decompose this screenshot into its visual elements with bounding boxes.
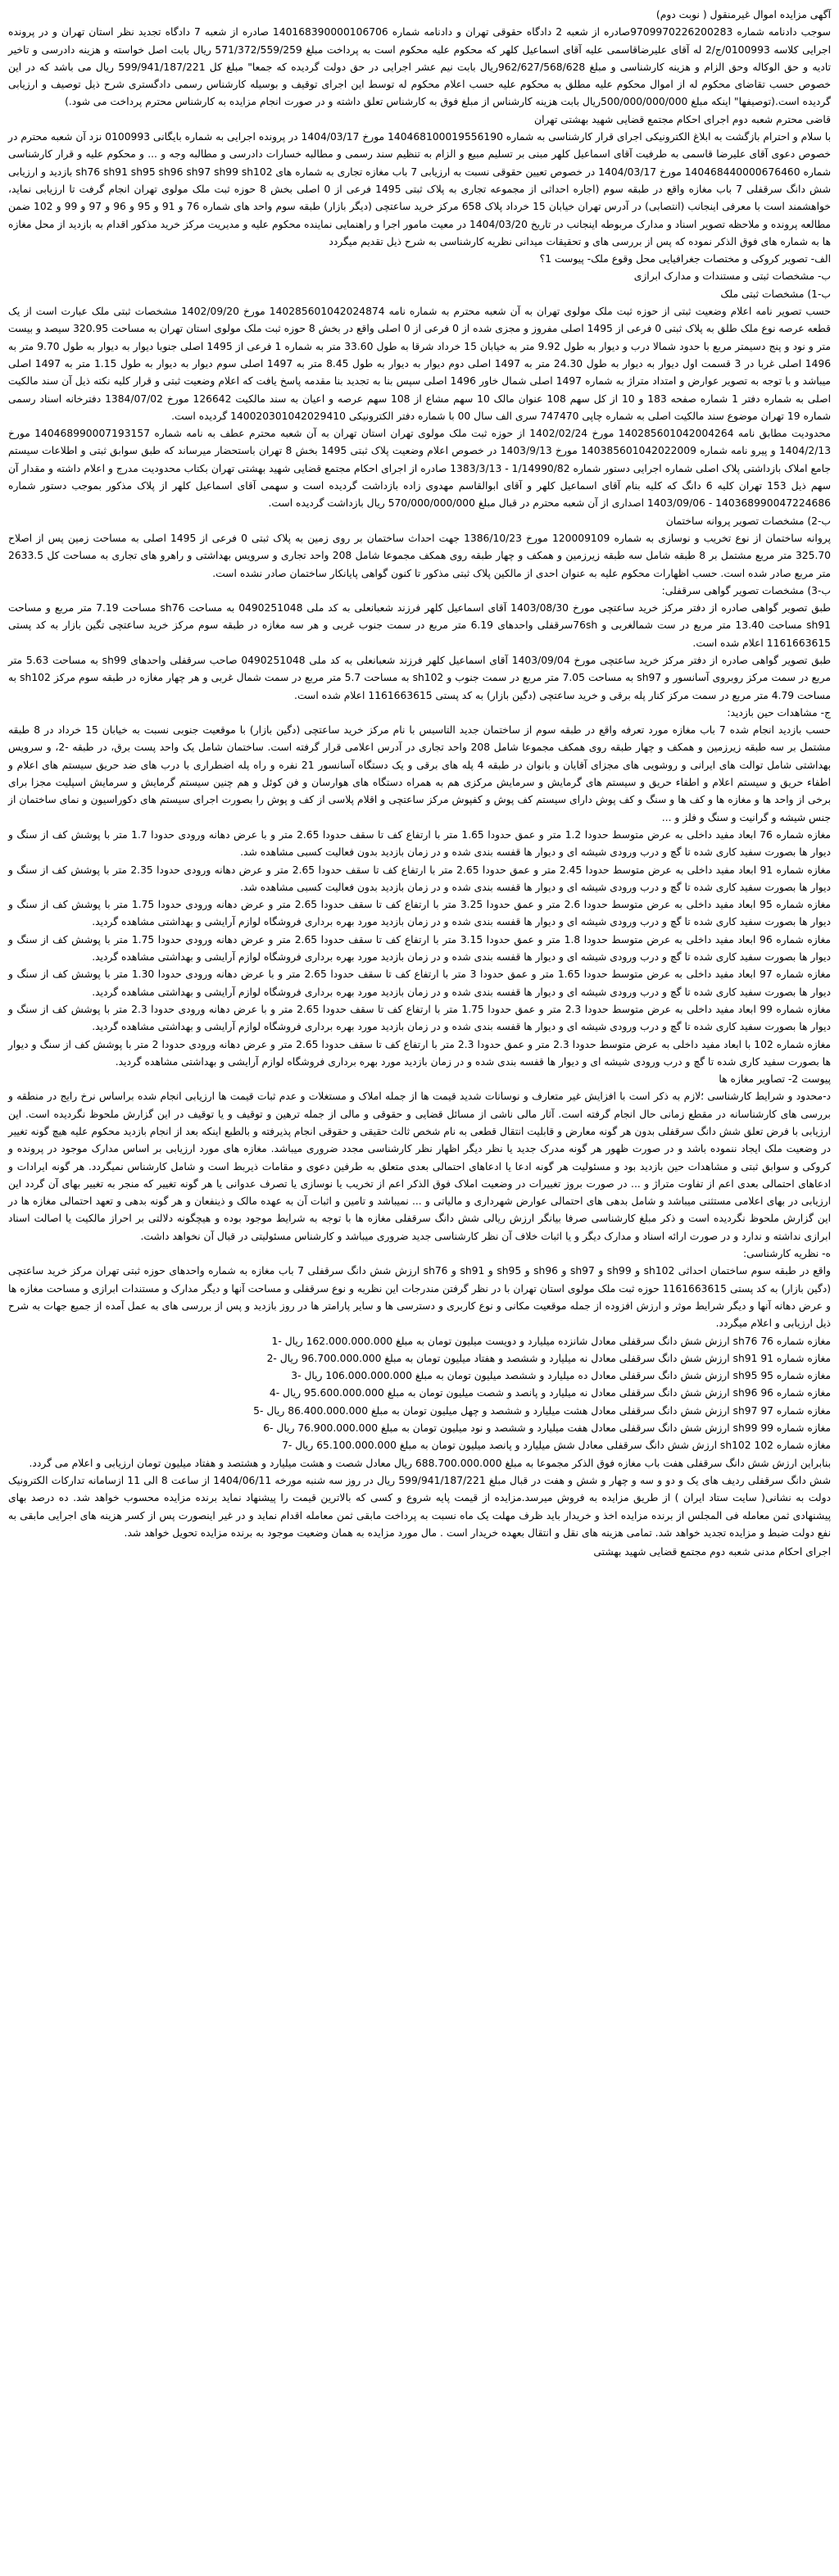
auction-terms: شش دانگ سرقفلی ردیف های یک و دو و سه و چهار و شش و هفت در قبال مبلغ 599/941/187/221 ریال در روز سه شنبه مورخه 1404/06/11 از ساعت 8 الی 11 ازسامانه تدارکات الکترونیک دولت به نشانی( سایت ستاد ایران ) از طریق مزایده به فروش میرسد.مزایده از قیمت پایه شروع و کسی که بالاترین قیمت را پیشنهاد نماید برنده مزایده محسوب خواهد شد. ده درصد بهای پیشنهادی ثمن معامله فی المجلس از برنده مزایده اخذ و خریدار باید ظرف مهلت یک ماه نسبت به پرداخت مابقی ثمن معامله اقدام نماید و در غیر اینصورت پس از کسر هزینه های اجرایی مابقی به نفع دولت ضبط و مزایده تجدید خواهد شد. تمامی هزینه های نقل و انتقال بعهده خریدار است . مال مورد مزایده به همان وضعیت موجود به برنده مزایده تحویل خواهد شد. (8, 1474, 832, 1539)
appendix-photos: پیوست 2- تصاویر مغازه ها (719, 1073, 831, 1086)
section-he-body: واقع در طبقه سوم ساختمان احداثی sh102 و sh99 و sh97 و sh96 و sh95 و sh91 و sh76 ارزش شش دانگ سرقفلی 7 باب مغازه به شماره واحدهای حوزه ثبتی تهران مرکز خرید ساعتچی (دگین بازار) به کد پستی 1161663615 حوزه ثبت ملک مولوی استان تهران با در نظر گرفتن مندرجات این نظریه و نوع سرقفلی و مساحت آنها و دیگر مدارک و مستندات ابرازی و مساحت مغازه ها و عرض دهانه آنها و دیگر شرایط موثر و ارزش افزوده از جمله موقعیت مکانی و نوع کاربری و دسترسی ها و سایر پارامتر ها در روز بازدید و پس از بررسی های به عمل آمده از جمیع جهات به شرح ذیل ارزیابی و اعلام میگردد. (8, 1265, 832, 1330)
section-jim-heading: ج- مشاهدات حین بازدید: (727, 706, 831, 719)
shop-description-96: مغازه شماره 96 ابعاد مفید داخلی به عرض متوسط حدودا 1.8 متر و عمق حدودا 3.15 متر با ارتفاع کف تا سقف حدودا 2.65 متر و عرض دهانه ورودی حدودا 1.75 متر با پوشش کف از سنگ و دیوار ها بصورت سفید کاری شده تا گچ و درب ورودی شیشه ای و دیوار ها قفسه بندی شده و در زمان بازدید مورد بهره برداری فروشگاه لوازم آرایشی و بهداشتی مشاهده گردید. (8, 933, 831, 964)
shop-description-91: مغازه شماره 91 ابعاد مفید داخلی به عرض متوسط حدودا 2.45 متر و عمق حدودا 2.65 متر با ارتفاع کف تا سقف حدودا 2.65 متر و عرض دهانه ورودی حدودا 2.35 متر با پوشش کف از سنگ و دیوار ها بصورت سفید کاری شده تا گچ و درب ورودی شیشه ای و دیوار ها قفسه بندی شده و در زمان بازدید بدون فعالیت کسبی مشاهده شد. (8, 864, 831, 893)
section-b2-heading: ب-2) مشخصات تصویر پروانه ساختمان (665, 515, 831, 527)
section-jim-intro: حسب بازدید انجام شده 7 باب مغازه مورد تعرفه واقع در طبقه سوم از ساختمان جدید التاسیس با نام مرکز خرید ساعتچی (دگین بازار) با موقعیت جنوبی نسبت به خیابان 15 خرداد در 8 طبقه مشتمل بر سه طبقه زیرزمین و همکف و چهار طبقه روی همکف مجموعا شامل 208 واحد تجاری در آدرس اعلامی قرار گرفته است. ساختمان شامل یک واحد پست برق، در طبقه -2، و سرویس بهداشتی شامل توالت های ایرانی و روشویی های مجزای آقایان و بانوان در طبقه 4 پله های برقی و یک دستگاه آسانسور 21 نفره و راه پله اضطراری با درب های ضد حریق سیستم های اعلام و اطفاء حریق و سیستم اعلام و اطفاء حریق و سیستم های گرمایش و سرمایش مرکزی هم به همراه دستگاه های هوارسان و فن کوئل و هم چنین سیستم گرمایش و سرمایش اسپلیت مجزا برای برخی از واحد ها و مغازه ها و کف ها و سنگ و کف پوش دارای سیستم کف پوش و کفپوش مرکز ساعتچی و اقلام پلاسی از کف و پوش را بصورت اجرای سیستم های دکوراسیون و نمای ساختمان از جنس شیشه و گرانیت و سنگ و فلز و ... (8, 724, 831, 823)
shop-description-99: مغازه شماره 99 ابعاد مفید داخلی به عرض متوسط حدودا 2.3 متر و عمق حدودا 1.75 متر با ارتفاع کف تا سقف حدودا 2.65 متر و با عرض دهانه ورودی حدودا 2.3 متر با پوشش کف از سنگ و دیوار ها بصورت سفید کاری شده تا گچ و درب ورودی شیشه ای و دیوار ها قفسه بندی شده و در زمان بازدید مورد بهره برداری فروشگاه لوازم آرایشی و بهداشتی مشاهده گردید. (8, 1003, 831, 1033)
report-addressee: قاضی محترم شعبه دوم اجرای احکام مجتمع قضایی شهید بهشتی تهران (534, 113, 831, 125)
section-b3-body-1: طبق تصویر گواهی صادره از دفتر مرکز خرید ساعتچی مورخ 1403/08/30 آقای اسماعیل کلهر فرزند شعبانعلی به کد ملی 0490251048 به مساحت sh76 مساحت 7.19 متر مربع و مساحت sh91 مساحت 13.40 متر مربع در ست شمالغربی و 76shسرقفلی واحدهای 6.19 متر مربع در سمت جنوب غربی و هر سه مغازه در طبقه سوم مرکز خرید ساعتچی تگین بازار به کد پستی 1161663615 اعلام شده است. (8, 602, 831, 649)
section-b3-heading: ب-3) مشخصات تصویر گواهی سرقفلی: (661, 584, 831, 596)
shop-description-95: مغازه شماره 95 ابعاد مفید داخلی به عرض متوسط حدودا 2.6 متر و عمق حدودا 3.25 متر با ارتفاع کف تا سقف حدودا 2.65 متر و عرض دهانه ورودی حدودا 1.75 متر با پوشش کف از سنگ و دیوار ها بصورت سفید کاری شده تا گچ و درب ورودی شیشه ای و دیوار ها قفسه بندی شده و در زمان بازدید مورد بهره برداری فروشگاه لوازم آرایشی و بهداشتی مشاهده گردید. (8, 899, 831, 928)
section-he-heading: ه- نظریه کارشناسی: (742, 1248, 831, 1260)
section-b1-body: حسب تصویر نامه اعلام وضعیت ثبتی از حوزه ثبت ملک مولوی تهران به آن شعبه محترم به شماره نامه 140285601042024874 مورخ 1402/09/20 مشخصات ثبتی ملک عبارت است از یک قطعه عرصه نوع ملک طلق به پلاک ثبتی 0 فرعی از 1495 اصلی مفروز و مجزی شده از 0 فرعی از 0 اصلی واقع در بخش 8 حوزه ثبت ملک مولوی استان تهران به مساحت 320.95 سیصد و بیست متر و نود و پنج دسیمتر مربع با حدود شمالا درب و دیوار به طول 9.92 متر به خیابان 15 خرداد شرقا به طول 33.60 متر به شماره 1 فرعی از 1495 اصلی جنوبا دیوار به دیوار به طول 9.70 متر به 1496 اصلی غربا در 3 قسمت اول دیوار به دیوار به طول 24.30 متر به 1497 اصلی دوم دیوار به دیوار به طول 8.45 متر به 1497 اصلی سوم دیوار به دیوار به طول 1.15 متر به 1497 اصلی میباشد و با توجه به تصویر عوارض و امتداد متراژ به شماره 1497 اصلی شمال خاور 1496 اصلی سپس بنا به تجدید بنا مقدمه پاسخ یافت که اعلام وضعیت ثبتی و قرار کلیه نکته ذیل آن سند مالکیت اصلی به شماره دفتر 1 شماره صفحه 183 و 10 از کل سهم 108 عنوان مالک 10 سهم مشاع از 108 سهم عرصه و اعیان به سند مالکیت 126642 مورخ 1384/07/02 دفترخانه اسناد رسمی شماره 19 تهران موضوع سند مالکیت اصلی به شماره چاپی 747470 سری الف سال 00 با شماره دفتر الکترونیکی 140020301042029410 گردیده است. (8, 306, 832, 422)
notice-intro: سوجب دادنامه شماره 9709970226200283صادره از شعبه 2 دادگاه حقوقی تهران و دادنامه شماره 140168390000106706 صادره از شعبه 7 دادگاه تجدید نظر استان تهران و در پرونده اجرایی کلاسه 0100993/ج/2 له آقای علیرضاقاسمی علیه آقای اسماعیل کلهر که محکوم علیه محکوم است به پرداخت مبلغ 571/372/559/259 ریال بابت اصل خواسته و هزینه دادرسی و تاخیر تادیه و حق الوکاله وحق الزام و هزینه کارشناسی و مبلغ 962/627/568/628ریال بابت نیم عشر اجرایی در حق دولت گردیده که جمعا" مبلغ کل 599/941/187/221 ریال می باشد که در این خصوص حسب تقاضای محکوم له از اموال محکوم علیه مطلق به محکوم علیه حسب اعلام محکوم له توسط این اجرای توقیف و بوسیله کارشناس رسمی دادگستری شرح ذیل توصیف و ارزیابی گردیده است.(توصیفها" اینکه مبلغ 500/000/000/000ریال بابت هزینه کارشناس از مبلغ فوق به کارشناس تعلق داشته و در صورت انجام مزایده به کارشناس محترم پرداخت می شود.) (8, 26, 831, 108)
report-body: با سلام و احترام بازگشت به ابلاغ الکترونیکی اجرای قرار کارشناسی به شماره 140468100019556190 مورخ 1404/03/17 در پرونده اجرایی به شماره بایگانی 0100993 نزد آن شعبه محترم در خصوص دعوی آقای علیرضا قاسمی به طرفیت آقای اسماعیل کلهر مبنی بر تسلیم مبیع و الزام به تنظیم سند رسمی و مطالبه خسارات دادرسی و مطالبه وجه و ... و محکوم علیه و قرار کارشناسی شماره 140468440000676460 مورخ 1404/03/17 در خصوص تعیین حقوقی نسبت به ارزیابی 7 باب مغازه تجاری به شماره های sh76 sh91 sh95 sh96 sh97 sh99 sh102 بازدید و ارزیابی شش دانگ سرقفلی 7 باب مغازه واقع در طبقه سوم (اجاره احداثی از مجموعه تجاری به پلاک ثبتی 1495 فرعی از 0 اصلی بخش 8 حوزه ثبت ملک مولوی تهران انجام گرفت تا ارزیابی نماید، خواهشمند است با معرفی اینجانب (انتصابی) در آدرس تهران خیابان 15 خرداد پلاک 658 مرکز خرید ساعتچی (دیگر بازار) طبقه سوم واحد های شماره 76 و 91 و 95 و 96 و 97 و 99 و 102 ضمن مطالعه پرونده و ملاحظه تصویر اسناد و مدارک مربوطه اینجانب در تاریخ 1404/03/20 در معیت مامور اجرا و راهنمایی نماینده محکوم علیه و مدیریت مرکز خرید مذکور اقدام به بازدید از محل مغازه ها به شماره های فوق الذکر نموده که پس از بررسی های و تحقیقات میدانی نظریه کارشناسی به شرح ذیل تقدیم میگردد (8, 131, 832, 247)
valuation-item: مغازه شماره 99 sh99 ارزش شش دانگ سرقفلی معادل هفت میلیارد و ششصد و نود میلیون تومان به مبلغ 76.900.000.000 ریال -6 (263, 1422, 831, 1435)
shop-description-102: مغازه شماره 102 با ابعاد مفید داخلی به عرض متوسط حدودا 2.3 متر و عمق حدودا 2.3 متر با ارتفاع کف تا سقف حدودا 2.65 متر و عرض دهانه ورودی حدودا 2 متر با پوشش کف از سنگ و دیوار ها بصورت سفید کاری شده تا گچ و درب ورودی شیشه ای و دیوار ها قفسه بندی شده و در زمان بازدید مورد بهره برداری فروشگاه لوازم آرایشی و بهداشتی مشاهده گردید. (8, 1038, 831, 1068)
section-b3-body-2: طبق تصویر گواهی صادره از دفتر مرکز خرید ساعتچی مورخ 1403/09/04 آقای اسماعیل کلهر فرزند شعبانعلی به کد ملی 0490251048 صاحب سرقفلی واحدهای sh99 به مساحت 5.63 متر مربع در سمت مرکز روبروی آسانسور و sh97 به مساحت 7.05 متر مربع در سمت جنوب و sh102 به مساحت 5.7 متر مربع در سمت شمال غربی و هر چهار مغازه در طبقه سوم مرکز sh102 به مساحت 4.79 متر مربع در سمت مرکز کنار پله برقی و خرید ساعتچی (دگین بازار) به کد پستی 1161663615 اعلام شده است. (8, 654, 831, 701)
valuation-item: مغازه شماره 76 sh76 ارزش شش دانگ سرقفلی معادل شانزده میلیارد و دویست میلیون تومان به مبلغ 162.000.000.000 ریال -1 (271, 1335, 831, 1347)
valuation-item: مغازه شماره 95 sh95 ارزش شش دانگ سرقفلی معادل ده میلیارد و ششصد میلیون تومان به مبلغ 106.000.000.000 ریال -3 (291, 1370, 831, 1382)
section-b1-restrictions: محدودیت مطابق نامه 140285601042004264 مورخ 1402/02/24 از حوزه ثبت ملک مولوی تهران استان تهران به آن شعبه محترم عطف به نامه شماره 140468990007193157 مورخ 1404/2/13 و پیرو نامه شماره 140385601042022009 مورخ 1403/9/13 در خصوص اعلام وضعیت پلاک ثبتی 1495 بخش 8 تهران باستحضار میرساند که طبق سوابق ثبتی و اطلاعات سیستم جامع املاک بازداشتی پلاک اصلی شماره اجرایی دستور شماره 1/14990/82 - 1383/3/13 صادره از اجرای احکام مجتمع قضایی شهید بهشتی تهران بکتاب محدودیت مدرج و اعلام داشته و مقدار آن سهم ذیل 153 تهران کلیه 6 دانگ که کلیه بنام آقای اسماعیل کلهر و آقای ابوالقاسم مهدوی زاده بازداشت گردیده است و سهمی آقای اسماعیل کلهر از پلاک مذکور بموجب دستور شماره 140368990047224686 - 1403/09/06 اصداری از آن شعبه محترم در قبال مبلغ 570/000/000/000 ریال بازداشت گردیده است. (8, 428, 832, 510)
signature-line: اجرای احکام مدنی شعبه دوم مجتمع قضایی شهید بهشتی (593, 1546, 831, 1558)
notice-title: آگهی مزایده اموال غیرمنقول ( نوبت دوم) (655, 9, 831, 20)
section-dal-body: د-محدود و شرایط کارشناسی ؛لازم به ذکر است با افزایش غیر متعارف و نوسانات شدید قیمت ها از جمله املاک و مستغلات و عدم ثبات قیمت ها ارزیابی انجام شده براساس نرخ رایج در منطقه و بررسی های کارشناسانه در مقطع زمانی حال انجام گرفته است. آثار مالی ناشی از مسائل قضایی و حقوقی و مالی از جمله ترهین و توقیف و یا توقیف در این گزارش ملحوظ نگردیده است. این ارزیابی با فرض تعلق شش دانگ سرقفلی بدون هر گونه معارض و قابلیت انتقال قطعی به نام شخص ثالث حقیقی و حقوقی انجام پذیرفته و بالطبع اینکه بعد از انجام بازدید محکوم علیه هیچ گونه تغییر در وضعیت ملک ایجاد ننموده باشد و در صورت ظهور هر گونه مدرک جدید یا نظر دیگر اظهار نظر کارشناسی مجدد ضروری میباشد. مغازه های مورد ارزیابی بر اساس مدارک موجود در پرونده و کروکی و سوابق ثبتی و مشاهدات حین بازدید بود و مسئولیت هر گونه ادعا یا ادعاهای احتمالی بعدی متعلق به طرفین دعوی و مقامات ذیربط است و شامل کارشناس نمیگردد. هر گونه ایرادات و ادعاهای احتمالی بعدی اعم از تفاوت متراژ و ... در صورت بروز تغییرات در وضعیت املاک فوق الذکر اعم از تخریب یا نوسازی یا تصرف عدوانی یا هر گونه تغییر که منجر به تغییر بهای آن گردد این ارزیابی در بهای اعلامی مستثنی میباشد و شامل بدهی های احتمالی عوارض شهرداری و مالیاتی و ... نمیباشد و تامین و اثبات آن به عهده مالک و ذینفعان و هر گونه بدهی و تعهد احتمالی مغازه ها در این گزارش ملحوظ نگردیده است و ذکر مبلغ کارشناسی صرفا بیانگر ارزش ریالی شش دانگ سرقفلی مغازه ها با توجه به شرایط موجود بوده و هیچگونه دلالتی بر احراز مالکیت یا اصالت اسناد ابرازی نداشته و ندارد و در صورت ارائه اسناد و مدارک دیگر و یا اثبات خلاف آن نظر کارشناسی جدید ضروری میباشد و کارشناس مسئولیتی در قبال آن نخواهد داشت. (8, 1091, 831, 1242)
section-b2-body: پروانه ساختمان از نوع تخریب و نوسازی به شماره 120009109 مورخ 1386/10/23 جهت احداث ساختمان بر روی زمین به پلاک ثبتی 0 فرعی از 1495 اصلی به مساحت زمین پس از اصلاح 325.70 متر مربع مشتمل بر 8 طبقه شامل سه طبقه زیرزمین و همکف و چهار طبقه روی همکف مجموعا شامل 208 واحد تجاری و سرویس بهداشتی و راهرو های تجاری به مساحت کل 2633.5 متر مربع صادر شده است. حسب اظهارات محکوم علیه به عنوان احدی از مالکین پلاک ثبتی مذکور تا کنون گواهی پایانکار ساختمان صادر نشده است. (8, 532, 831, 579)
valuation-item: مغازه شماره 91 sh91 ارزش شش دانگ سرقفلی معادل نه میلیارد و ششصد و هفتاد میلیون تومان به مبلغ 96.700.000.000 ریال -2 (266, 1352, 831, 1364)
valuation-item: مغازه شماره 96 sh96 ارزش شش دانگ سرقفلی معادل نه میلیارد و پانصد و شصت میلیون تومان به مبلغ 95.600.000.000 ریال -4 (269, 1387, 831, 1399)
shop-description-76: مغازه شماره 76 ابعاد مفید داخلی به عرض متوسط حدودا 1.2 متر و عمق حدودا 1.65 متر با ارتفاع کف تا سقف حدودا 2.65 متر و با عرض دهانه ورودی حدودا 1.7 متر با پوشش کف از سنگ و دیوار ها بصورت سفید کاری شده تا گچ و درب ورودی شیشه ای و دیوار ها قفسه بندی شده و در زمان بازدید بدون فعالیت کسبی مشاهده شد. (8, 828, 831, 859)
valuation-item: مغازه شماره 102 sh102 ارزش شش دانگ سرقفلی معادل شش میلیارد و پانصد میلیون تومان به مبلغ 65.100.000.000 ریال -7 (282, 1440, 831, 1452)
section-b-heading: ب- مشخصات ثبتی و مستندات و مدارک ابرازی (633, 270, 831, 283)
valuation-total: بنابراین ارزش شش دانگ سرقفلی هفت باب مغازه فوق الذکر مجموعا به مبلغ 688.700.000.000 ریال معادل شصت و هشت میلیارد و هشتصد و هفتاد میلیون تومان ارزیابی و اعلام می گردد. (29, 1457, 831, 1469)
valuation-item: مغازه شماره 97 sh97 ارزش شش دانگ سرقفلی معادل هشت میلیارد و ششصد و چهل میلیون تومان به مبلغ 86.400.000.000 ریال -5 (253, 1404, 831, 1417)
section-alef-heading: الف- تصویر کروکی و مختصات جغرافیایی محل وقوع ملک- پیوست 1؟ (539, 253, 831, 265)
shop-description-97: مغازه شماره 97 ابعاد مفید داخلی به عرض متوسط حدودا 1.65 متر و عمق حدودا 3 متر با ارتفاع کف تا سقف حدودا 2.65 متر و با عرض دهانه ورودی حدودا 1.30 متر با پوشش کف از سنگ و دیوار ها بصورت سفید کاری شده تا گچ و درب ورودی شیشه ای و دیوار ها قفسه بندی شده و در زمان بازدید مورد بهره برداری فروشگاه لوازم آرایشی و بهداشتی مشاهده گردید. (8, 968, 831, 998)
section-b1-heading: ب-1) مشخصات ثبتی ملک (720, 288, 831, 300)
